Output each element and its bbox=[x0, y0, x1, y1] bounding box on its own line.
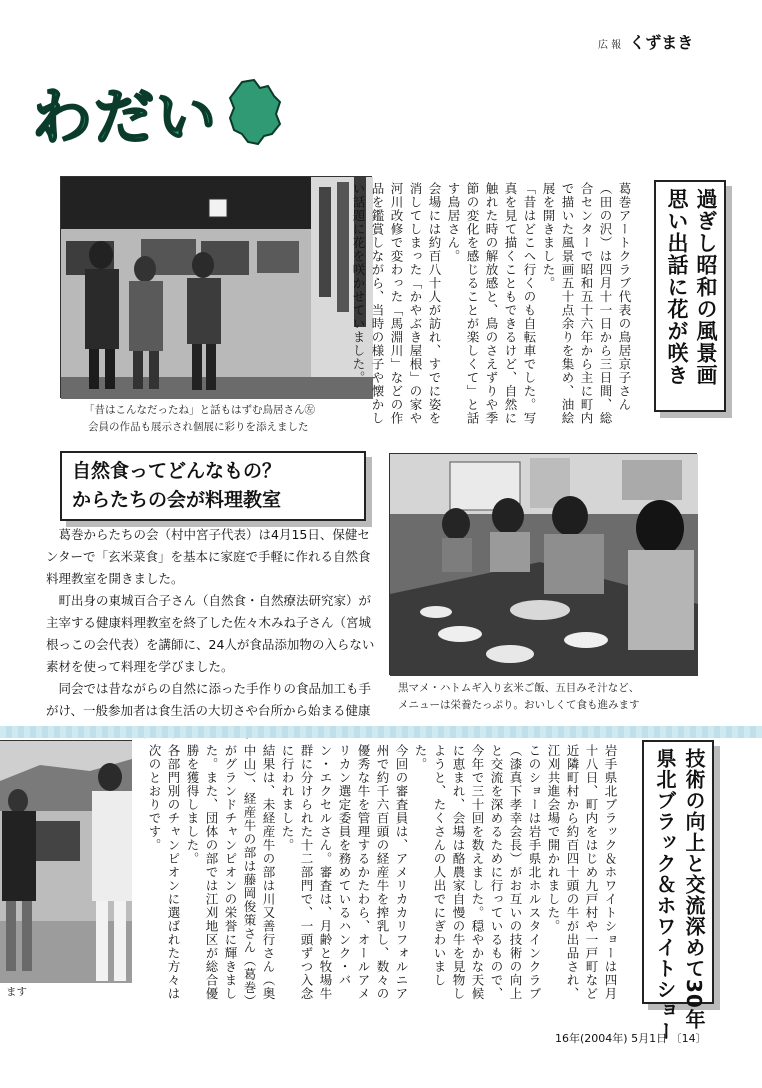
art-paragraph: 「昔はどこへ行くのも自転車でした。写真を見て描くこともできるけど、自然に触れた時の解放感と、鳥のさえずりや季節の変化を感じることが楽しくて」と話す鳥居さん。 bbox=[446, 182, 537, 425]
art-article-body bbox=[351, 182, 634, 434]
dairy-paragraph: 岩手県北ブラック＆ホワイトショーは四月十八日、町内をはじめ九戸村や一戸町など近隣町村から約百四十頭の牛が出品され、江刈共進会場で開かれました。 bbox=[546, 744, 618, 1001]
caption-line: メニューは栄養たっぷり。おいしくて食も進みます bbox=[398, 699, 640, 711]
page-footer bbox=[555, 1030, 707, 1046]
dairy-caption-fragment: ます bbox=[6, 986, 27, 998]
dairy-paragraph: 各部門別のチャンピオンに選ばれた方々は次のとおりです。 bbox=[147, 744, 181, 1001]
section-heading bbox=[32, 70, 284, 156]
dairy-show-photo bbox=[0, 740, 132, 982]
dairy-paragraph: 結果は、未経産牛の部は川又善行さん（奥中山）、経産牛の部は藤岡俊策さん（葛巻）がグランドチャンピオンの栄誉に輝きました。また、団体の部では江刈地区が総合優勝を獲得しました。 bbox=[185, 744, 276, 1008]
cooking-photo bbox=[389, 453, 697, 675]
art-headline: 過ぎし昭和の風景画 思い出話に花が咲き bbox=[654, 180, 726, 412]
cooking-headline-line: 自然食ってどんなもの？ bbox=[72, 460, 282, 482]
caption-line: 会員の作品も展示され個展に彩りを添えました bbox=[88, 421, 309, 433]
cooking-caption bbox=[398, 680, 698, 714]
issue-date: 16年(2004年) 5月1日 bbox=[555, 1032, 668, 1045]
section-title: わだい bbox=[32, 83, 218, 153]
caption-line: 黒マメ・ハトムギ入り玄米ご飯、五目みそ汁など、 bbox=[398, 682, 640, 694]
caption-line: 「昔はこんなだったね」と話もはずむ鳥居さん㊧ bbox=[84, 404, 315, 416]
dairy-headline: 技術の向上と交流深めて30年 県北ブラック＆ホワイトショー bbox=[642, 740, 714, 1004]
cooking-headline bbox=[60, 451, 366, 521]
dairy-paragraph: このショーは岩手県北ホルスタインクラブ（漆真下孝幸会長）がお互いの技術の向上と交流を深めるために行っているもので、今年で三十回を数えました。穏やかな天候に恵まれ、会場は酪農家自慢の牛を見物しようと、たくさんの人出でにぎわいました。 bbox=[413, 744, 542, 1001]
brand-name: くずまき bbox=[629, 33, 694, 52]
cooking-paragraph: 町出身の東城百合子さん（自然食・自然療法研究家）が主宰する健康料理教室を終了した佐々木みね子さん（宮城根っこの会代表）を講師に、24人が食品添加物の入らない素材を使って料理を学びました。 bbox=[46, 593, 375, 674]
cooking-paragraph: 同会では昔ながらの自然に添った手作りの食品加工も手がけ、一般参加者は食生活の大切さや台所から始まる健康 bbox=[46, 681, 372, 718]
masthead bbox=[598, 30, 693, 53]
art-paragraph: 葛巻アートクラブ代表の鳥居京子さん（田の沢）は四月十一日から三日間、総合センターで昭和五十六年から主に町内で描いた風景画五十点余りを集め、油絵展を開きました。 bbox=[541, 182, 632, 425]
cooking-paragraph: 葛巻からたちの会（村中宮子代表）は4月15日、保健センターで「玄米菜食」を基本に家庭で手軽に作れる自然食料理教室を開きました。 bbox=[46, 527, 371, 586]
dairy-article-body bbox=[142, 744, 620, 1012]
dairy-paragraph: 今回の審査員は、アメリカカリフォルニア州で約千六百頭の経産牛を搾乳し、数々の優秀な牛を管理するかたわら、オールアメリカン選定委員を務めているハンク・バン・エクセルさん。審査は、月齢と牧場牛群に分けられた十二部門で、一頭ずつ入念に行われました。 bbox=[280, 744, 409, 1001]
town-map-icon bbox=[224, 78, 284, 148]
brand-sub: 広 報 bbox=[598, 40, 622, 51]
section-divider bbox=[0, 726, 762, 738]
exhibition-photo bbox=[60, 176, 372, 398]
cooking-article-body bbox=[46, 524, 378, 744]
exhibition-caption bbox=[84, 402, 374, 436]
cooking-headline-line: からたちの会が料理教室 bbox=[72, 489, 282, 511]
art-paragraph: 会場には約百八十人が訪れ、すでに姿を消してしまった「かやぶき屋根」の家や河川改修で変わった「馬淵川」などの作品を鑑賞しながら、当時の様子や懐かしい話題に花を咲かせていました。 bbox=[351, 182, 442, 425]
page-number: 〔14〕 bbox=[670, 1032, 707, 1045]
